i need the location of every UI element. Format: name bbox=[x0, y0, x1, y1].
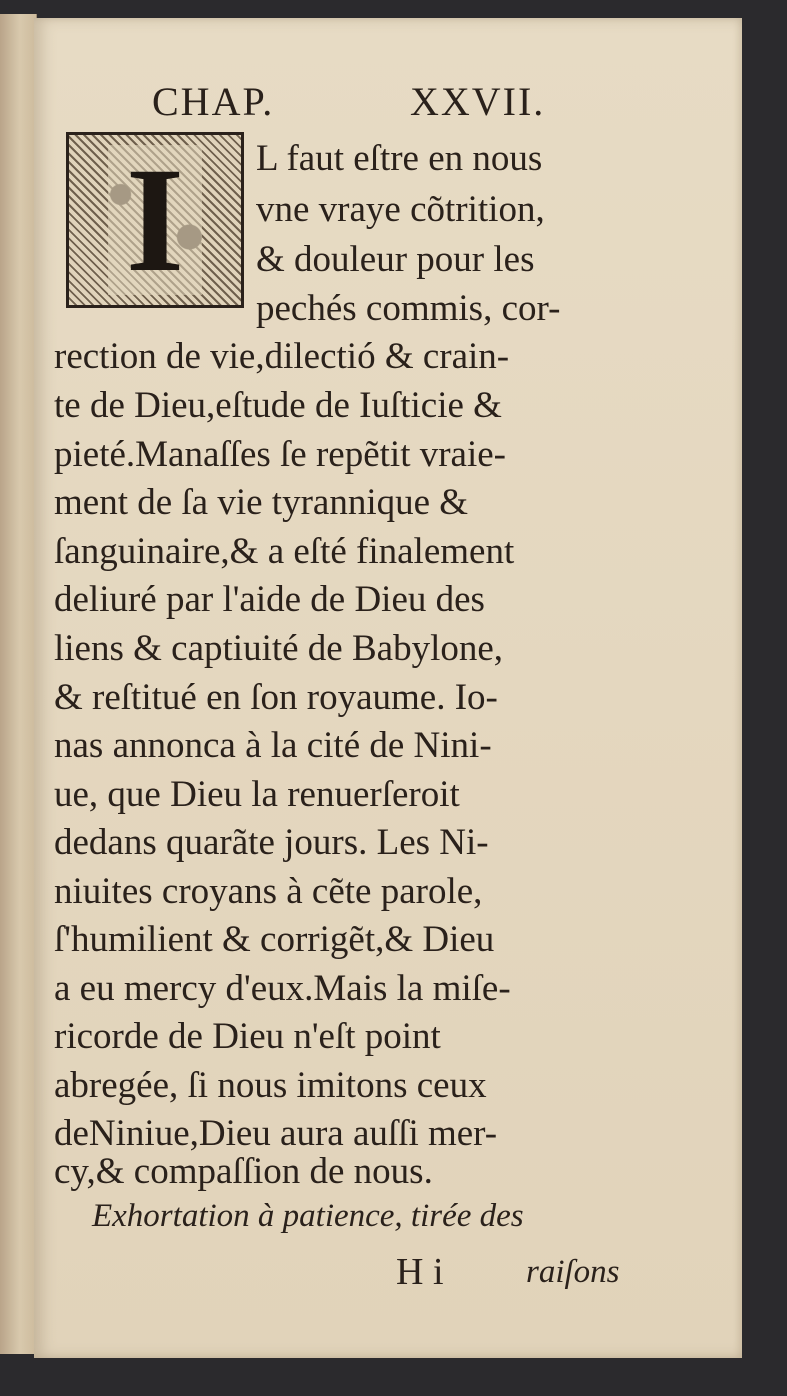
section-title: Exhortation à patience, tirée des bbox=[92, 1198, 524, 1234]
text-line: ue, que Dieu la renuerſeroit bbox=[54, 774, 460, 815]
text-line: abregée, ſi nous imitons ceux bbox=[54, 1065, 487, 1106]
text-line: nas annonca à la cité de Nini- bbox=[54, 725, 492, 766]
decorated-initial bbox=[66, 132, 244, 308]
chapter-label: CHAP. bbox=[152, 79, 275, 124]
text-line: L faut eſtre en nous bbox=[256, 138, 543, 179]
text-line: pieté.Manaſſes ſe repẽtit vraie- bbox=[54, 434, 507, 475]
text-line: vne vraye cõtrition, bbox=[256, 189, 545, 230]
text-line: liens & captiuité de Babylone, bbox=[54, 628, 504, 669]
text-line: ricorde de Dieu n'eſt point bbox=[54, 1016, 441, 1057]
text-line: te de Dieu,eſtude de Iuſticie & bbox=[54, 385, 502, 426]
chapter-number: XXVII. bbox=[410, 79, 546, 124]
text-line: pechés commis, cor- bbox=[256, 288, 561, 329]
text-line: cy,& compaſſion de nous. bbox=[54, 1151, 433, 1192]
text-line: & reſtitué en ſon royaume. Io- bbox=[54, 677, 498, 718]
text-line: niuites croyans à cẽte parole, bbox=[54, 871, 483, 912]
text-line: & douleur pour les bbox=[256, 239, 535, 280]
text-line: ment de ſa vie tyrannique & bbox=[54, 482, 469, 523]
text-line: ſanguinaire,& a eſté finalement bbox=[54, 531, 515, 572]
text-line: a eu mercy d'eux.Mais la miſe- bbox=[54, 968, 511, 1009]
catchword: raiſons bbox=[526, 1254, 620, 1290]
text-line: deliuré par l'aide de Dieu des bbox=[54, 579, 485, 620]
text-line: dedans quarãte jours. Les Ni- bbox=[54, 822, 489, 863]
text-line: rection de vie,dilectió & crain- bbox=[54, 336, 510, 377]
drop-cap-letter: I bbox=[108, 145, 202, 295]
facing-page-edge bbox=[0, 14, 37, 1354]
signature-mark: H i bbox=[396, 1251, 444, 1293]
text-line: deNiniue,Dieu aura auſſi mer- bbox=[54, 1113, 498, 1154]
text-line: ſ'humilient & corrigẽt,& Dieu bbox=[54, 919, 495, 960]
